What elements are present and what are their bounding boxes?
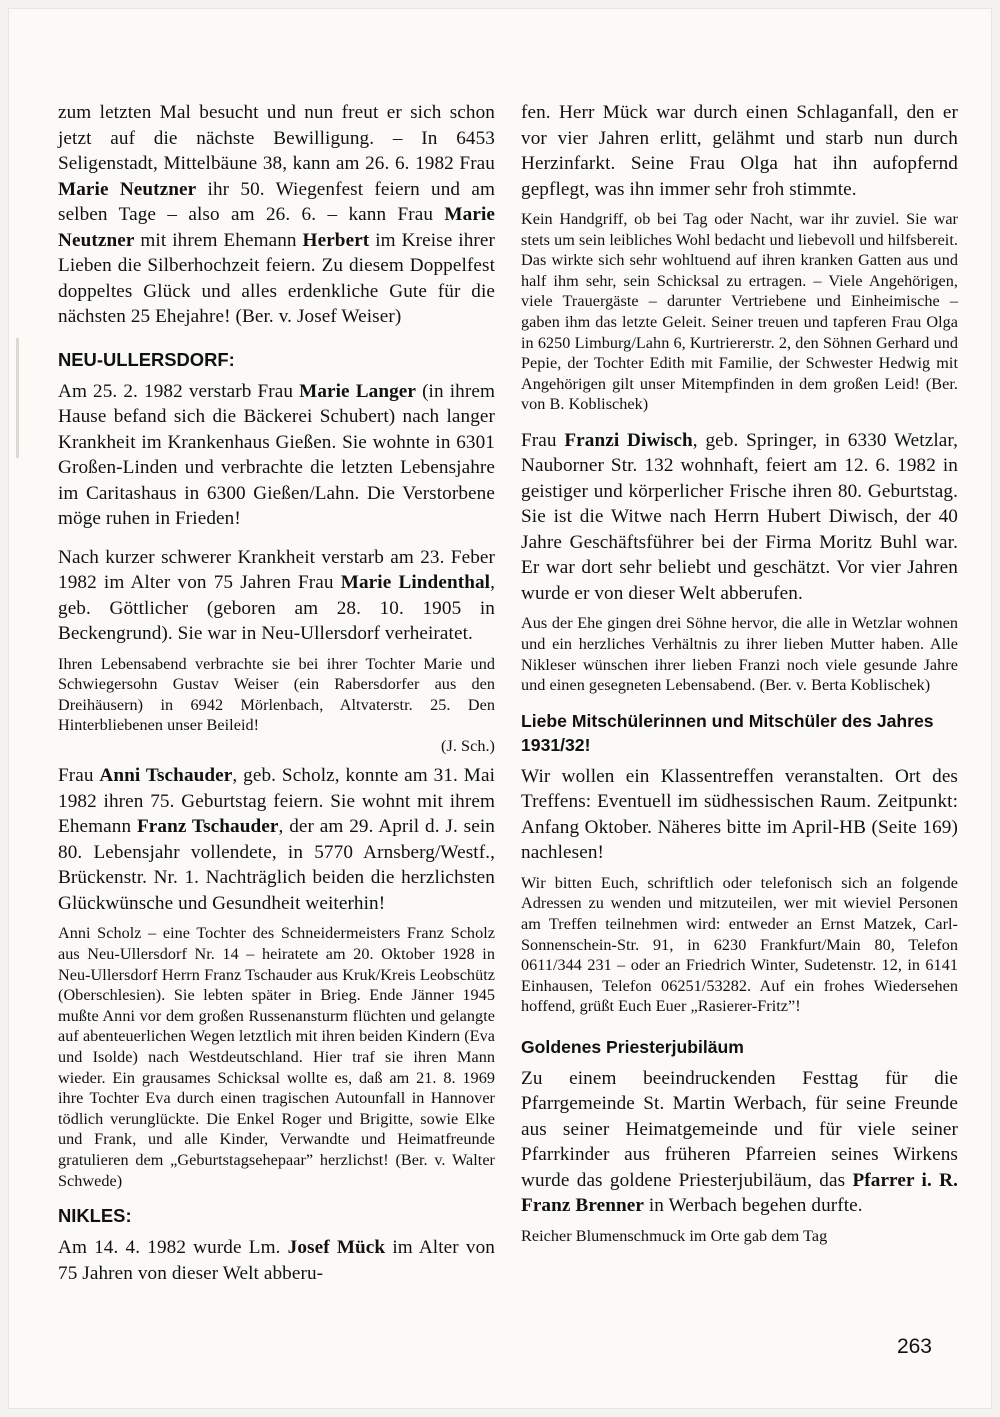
section-heading: Goldenes Priesterjubiläum	[521, 1036, 744, 1057]
spacer	[58, 372, 495, 379]
spacer	[58, 756, 495, 763]
spacer	[521, 1059, 958, 1066]
text-run: , geb. Göttlicher (geboren am 28. 10. 1905 in Beckengrund). Sie war in Neu-Ullersdorf verheiratet.	[58, 572, 496, 644]
emphasis-name: Marie Lindenthal	[340, 572, 491, 593]
page-number: 263	[896, 1335, 932, 1358]
text-run: Anni Scholz – eine Tochter des Schneidermeisters Franz Scholz aus Neu-Ullersdorf Nr. 14 – heiratete am 20. Oktober 1928 in Neu-Ullersdorf Herrn Franz Tschauder aus Kruk/Kreis Leobschütz (Oberschlesien). Sie lebten später in Brieg. Ende Jänner 1945 mußte Anni vor dem großen Russenansturm flüchten und gelangte auf abenteuerlichen Wegen letztlich mit ihren beiden Kindern (Eva und Isolde) nach Westdeutschland. Hier traf sie ihren Mann wieder. Ein grausames Schicksal wollte es, daß am 21. 8. 1969 ihre Tochter Eva durch einen tragischen Autounfall in Hannover tödlich verunglückte. Die Enkel Roger und Brigitte, sowie Elke und Frank, und alle Kinder, Verwandte und Heimatfreunde gratulieren dem „Geburtstagsehepaar” herzlichst! (Ber. v. Walter Schwede)	[58, 924, 495, 1190]
text-run: Ihren Lebensabend verbrachte sie bei ihrer Tochter Marie und Schwiegersohn Gustav Weiser (ein Rabersdorfer aus den Dreihäusern) in 6942 Mörlenbach, Altvaterstr. 25. Den Hinterbliebenen unser Beileid!	[58, 654, 495, 735]
spacer	[58, 1191, 495, 1204]
text-run: zum letzten Mal besucht und nun freut er sich schon jetzt auf die nächste Bewilligung. – In 6453 Seligenstadt, Mittelbäune 38, kann am 26. 6. 1982 Frau	[58, 102, 495, 174]
spacer	[521, 202, 958, 209]
text-run: Frau	[58, 765, 100, 787]
spacer	[58, 532, 495, 545]
spacer	[521, 1219, 958, 1226]
emphasis-name: Marie Langer	[299, 380, 417, 402]
body-paragraph	[521, 873, 958, 1017]
spacer	[58, 330, 495, 348]
body-paragraph	[521, 1066, 958, 1219]
spacer	[521, 415, 958, 428]
text-run: Aus der Ehe gingen drei Söhne hervor, die alle in Wetzlar wohnen und ein herzliches Verhältnis zu ihrer lieben Mutter haben. Alle Nikleser wünschen ihrer lieben Franzi noch viele gesunde Jahre und einen gesegneten Lebensabend. (Ber. v. Berta Koblischek)	[521, 614, 958, 695]
spacer	[58, 1228, 495, 1235]
text-run: Kein Handgriff, ob bei Tag oder Nacht, war ihr zuviel. Sie war stets um sein leibliches Wohl bedacht und liebevoll und hilfsbereit. Das wirkte sich sehr wohltuend auf ihren kranken Gatten aus und half ihm sehr, sein Schicksal zu ertragen. – Viele Angehörigen, viele Trauergäste – darunter Vertriebene und Einheimische – gaben ihm das letzte Geleit. Seiner treuen und tapferen Frau Olga in 6250 Limburg/Lahn 6, Kurtriererstr. 2, den Söhnen Gerhard und Pepie, der Tochter Edith mit Familie, der Schwester Hedwig mit Angehörigen gilt unser Mitempfinden in dem großen Leid! (Ber. von B. Koblischek)	[521, 210, 958, 414]
section-heading: Liebe Mitschülerinnen und Mitschüler des Jahres 1931/32!	[521, 710, 934, 755]
text-run: Nach kurzer schwerer Krankheit verstarb am 23. Feber 1982 im Alter von 75 Jahren Frau	[58, 546, 495, 593]
body-paragraph	[58, 545, 495, 647]
page-sheet	[8, 8, 992, 1409]
spacer	[58, 647, 495, 654]
body-paragraph	[521, 1226, 958, 1247]
spacer	[521, 757, 958, 764]
emphasis-name: Josef Mück	[287, 1237, 386, 1259]
body-paragraph	[521, 764, 958, 866]
text-run: Wir bitten Euch, schriftlich oder telefonisch sich an folgende Adressen zu wenden und mitzuteilen, wer mit wieviel Personen am Treffen teilnehmen wird: entweder an Ernst Matzek, Carl-Sonnenschein-Str. 91, in 6230 Frankfurt/Main 80, Telefon 0611/344 231 – oder an Friedrich Winter, Sudetenstr. 12, in 6141 Einhausen, Telefon 06251/53282. Auf ein frohes Wiedersehen hoffend, grüßt Euch Euer „Rasierer-Fritz”!	[521, 873, 958, 1016]
text-run: in Werbach begehen durfte.	[643, 1195, 863, 1217]
body-paragraph	[521, 613, 958, 695]
text-run: , geb. Springer, in 6330 Wetzlar, Nauborner Str. 132 wohnhaft, feiert am 12. 6. 1982 in geistiger und körperlicher Frische ihren 80. Geburtstag. Sie ist die Witwe nach Herrn Hubert Diwisch, der 40 Jahre Geschäftsführer bei der Firma Moritz Buhl war. Er war dort sehr beliebt und geschätzt. Vor vier Jahren wurde er von dieser Welt abberufen.	[521, 429, 959, 604]
body-paragraph	[521, 209, 958, 415]
spacer	[521, 606, 958, 613]
emphasis-name: Marie Neutzner	[58, 204, 495, 251]
text-run: im Kreise ihrer Lieben die Silberhochzeit feiern. Zu diesem Doppelfest doppeltes Glück und alles erdenkliche Gute für die nächsten 25 Ehejahre! (Ber. v. Josef Weiser)	[58, 229, 495, 327]
section-heading: NIKLES:	[58, 1205, 132, 1227]
emphasis-name: Franzi Diwisch	[564, 429, 693, 451]
report-signature: (J. Sch.)	[441, 736, 495, 755]
body-paragraph	[58, 1235, 495, 1286]
text-run: im Alter von 75 Jahren von dieser Welt abberu-	[58, 1237, 495, 1284]
body-paragraph	[58, 923, 495, 1191]
section-heading: NEU-ULLERSDORF:	[58, 348, 235, 370]
body-paragraph	[58, 379, 495, 532]
text-run: Reicher Blumenschmuck im Orte gab dem Tag	[521, 1226, 828, 1245]
emphasis-name: Herbert	[302, 229, 370, 251]
body-paragraph	[521, 100, 958, 202]
text-run: , der am 29. April d. J. sein 80. Lebensjahr vollendete, in 5770 Arnsberg/Westf., Brückenstr. Nr. 1. Nachträglich beiden die herzlichsten Glückwünsche und Gesundheit weiterhin!	[58, 816, 495, 914]
emphasis-name: Franz Tschauder	[136, 816, 279, 838]
spacer	[58, 916, 495, 923]
text-run: (in ihrem Hause befand sich die Bäckerei Schubert) nach langer Krankheit im Krankenhaus Gießen. Sie wohnte in 6301 Großen-Linden und verbrachte die letzten Lebensjahre im Caritashaus in 6300 Gießen/Lahn. Die Verstorbene möge ruhen in Frieden!	[58, 380, 495, 529]
text-columns	[58, 100, 958, 1286]
text-run: Am 25. 2. 1982 verstarb Frau	[58, 380, 300, 402]
text-run: mit ihrem Ehemann	[134, 229, 303, 251]
text-run: Frau	[521, 429, 565, 451]
page-edge-mark	[16, 338, 19, 458]
spacer	[521, 866, 958, 873]
spacer	[521, 696, 958, 709]
emphasis-name: Anni Tschauder	[99, 765, 233, 787]
left-column	[58, 100, 495, 1286]
body-paragraph	[521, 428, 958, 607]
text-run: Wir wollen ein Klassentreffen veranstalten. Ort des Treffens: Eventuell im südhessischen Raum. Zeitpunkt: Anfang Oktober. Näheres bitte im April-HB (Seite 169) nachlesen!	[521, 765, 958, 864]
right-column	[521, 100, 958, 1286]
text-run: , geb. Scholz, konnte am 31. Mai 1982 ihren 75. Geburtstag feiern. Sie wohnt mit ihrem Ehemann	[58, 765, 495, 838]
text-run: Am 14. 4. 1982 wurde Lm.	[58, 1237, 288, 1259]
spacer	[521, 1017, 958, 1035]
emphasis-name: Marie Neutzner	[58, 178, 197, 200]
emphasis-name: Pfarrer i. R. Franz Brenner	[521, 1169, 958, 1217]
body-paragraph	[58, 100, 495, 330]
text-run: fen. Herr Mück war durch einen Schlaganfall, den er vor vier Jahren erlitt, gelähmt und starb nun durch Herzinfarkt. Seine Frau Olga hat ihn aufopfernd gepflegt, was ihn immer sehr froh stimmte.	[521, 102, 958, 200]
body-paragraph	[58, 763, 495, 916]
body-paragraph	[58, 654, 495, 736]
text-run: ihr 50. Wiegenfest feiern und am selben Tage – also am 26. 6. – kann Frau	[58, 178, 495, 225]
text-run: Zu einem beeindruckenden Festtag für die Pfarrgemeinde St. Martin Werbach, für seine Freunde aus seiner Heimatgemeinde und für viele seiner Pfarrkinder aus früheren Pfarreien seines Wirkens wurde das goldene Priesterjubiläum, das	[521, 1067, 958, 1191]
